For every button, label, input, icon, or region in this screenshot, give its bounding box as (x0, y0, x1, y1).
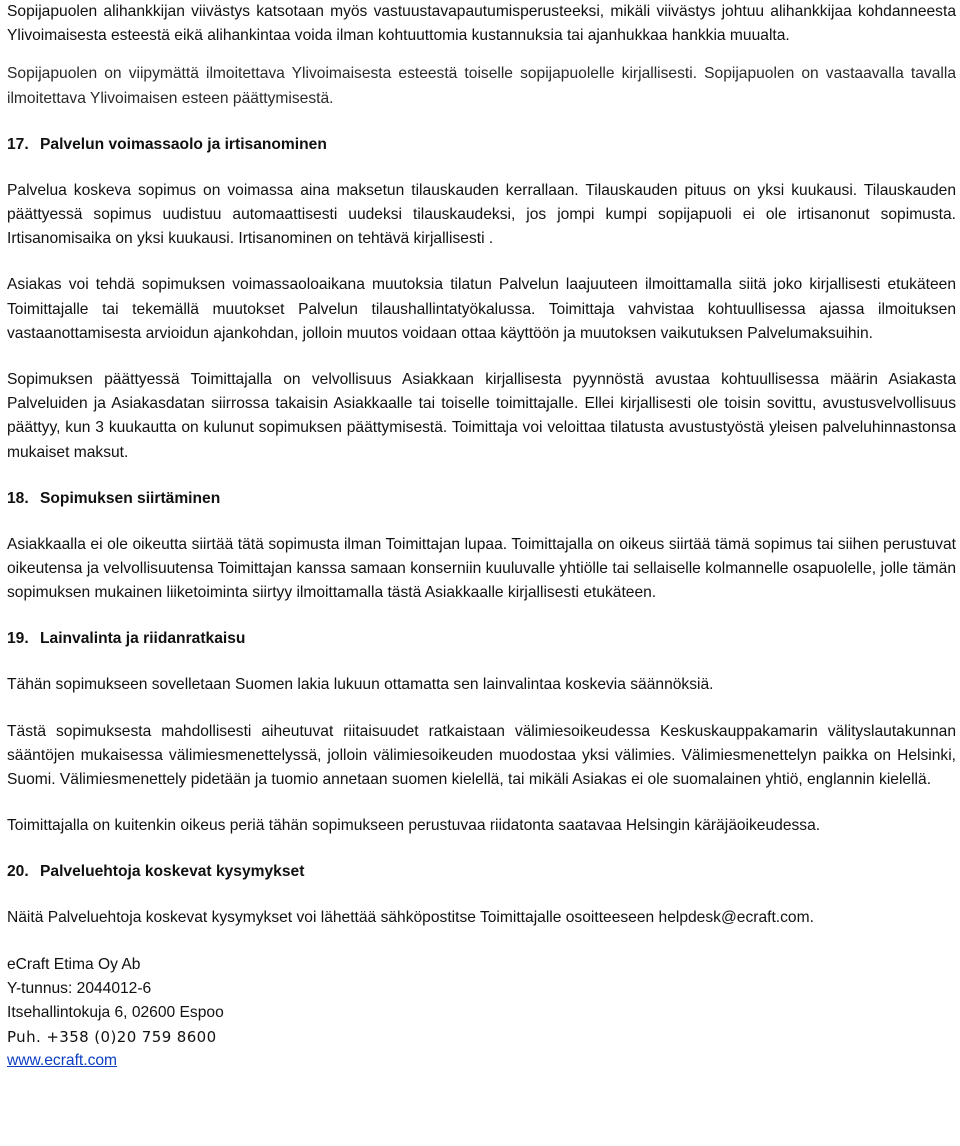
section-19-paragraph-2: Tästä sopimuksesta mahdollisesti aiheutuvat riitaisuudet ratkaistaan välimiesoikeudessa Keskuskauppakamarin välityslautakunnan sääntöjen mukaisessa välimiesmenettelyssä, jolloin välimiesoikeuden muodostaa yksi välimies. Välimiesmenettelyn paikka on Helsinki, Suomi. Välimiesmenettely pidetään ja tuomio annetaan suomen kielellä, tai mikäli Asiakas ei ole suomalainen yhtiö, englannin kielellä. (7, 722, 956, 789)
company-address: Itsehallintokuja 6, 02600 Espoo (7, 1004, 224, 1022)
intro-paragraph-2: Sopijapuolen on viipymättä ilmoitettava Ylivoimaisesta esteestä toiselle sopijapuolelle kirjallisesti. Sopijapuolen on vastaavalla tavalla ilmoitettava Ylivoimaisen esteen päättymisestä. (7, 65, 956, 107)
section-17-paragraph-1: Palvelua koskeva sopimus on voimassa aina maksetun tilauskauden kerrallaan. Tilauskauden pituus on yksi kuukausi. Tilauskauden päättyessä sopimus uudistuu automaattisesti uudeksi tilauskaudeksi, jos jompi kumpi sopijapuoli ei ole irtisanonut sopimusta. Irtisanomisaika on yksi kuukausi. Irtisanominen on tehtävä kirjallisesti . (7, 181, 956, 248)
section-20-paragraph-1: Näitä Palveluehtoja koskevat kysymykset voi lähettää sähköpostitse Toimittajalle osoitteeseen helpdesk@ecraft.com. (7, 909, 814, 927)
section-17-paragraph-2: Asiakas voi tehdä sopimuksen voimassaoloaikana muutoksia tilatun Palvelun laajuuteen ilmoittamalla siitä joko kirjallisesti etukäteen Toimittajalle tai tekemällä muutokset Palvelun tilaushallintatyökalussa. Toimittaja vahvistaa kohtuullisessa ajassa ilmoituksen vastaanottamisesta arvioidun ajankohdan, jolloin muutos voidaan ottaa käyttöön ja muutoksen vaikutuksen Palvelumaksuihin. (7, 276, 956, 342)
section-title: Lainvalinta ja riidanratkaisu (40, 630, 246, 648)
section-18-paragraph-1: Asiakkaalla ei ole oikeutta siirtää tätä sopimusta ilman Toimittajan lupaa. Toimittajalla on oikeus siirtää tämä sopimus tai siihen perustuvat oikeutensa ja velvollisuutensa Toimittajan kanssa samaan konserniin kuuluvalle yhtiölle tai sellaiselle kolmannelle osapuolelle, jolle tämän sopimuksen mukainen liiketoiminta siirtyy ilmoittamalla tästä Asiakkaalle kirjallisesti etukäteen. (7, 535, 956, 602)
intro-paragraph-1: Sopijapuolen alihankkijan viivästys katsotaan myös vastuustavapautumisperusteeksi, mikäli viivästys johtuu alihankkijaa kohdanneesta Ylivoimaisesta esteestä eikä alihankintaa voida ilman kohtuuttomia kustannuksia tai ajanhukkaa hankkia muualta. (7, 3, 956, 45)
contact-block (7, 953, 956, 1074)
section-number: 20. (7, 863, 29, 881)
section-19-heading (7, 627, 956, 651)
section-19-paragraph-1: Tähän sopimukseen sovelletaan Suomen lakia lukuun ottamatta sen lainvalintaa koskevia säännöksiä. (7, 676, 714, 694)
section-20-heading (7, 860, 956, 884)
company-phone: Puh. +358 (0)20 759 8600 (7, 1028, 217, 1047)
section-title: Palvelun voimassaolo ja irtisanominen (40, 135, 327, 153)
section-number: 18. (7, 489, 29, 507)
website-link[interactable]: www.ecraft.com (7, 1052, 118, 1070)
section-title: Sopimuksen siirtäminen (40, 489, 221, 507)
section-number: 19. (7, 630, 29, 648)
business-id: Y-tunnus: 2044012-6 (7, 979, 152, 997)
section-18-heading (7, 487, 956, 511)
section-17-paragraph-3: Sopimuksen päättyessä Toimittajalla on velvollisuus Asiakkaan kirjallisesta pyynnöstä avustaa kohtuullisessa määrin Asiakasta Palveluiden ja Asiakasdatan siirrossa takaisin Asiakkaalle tai toiselle toimittajalle. Ellei kirjallisesti ole toisin sovittu, avustusvelvollisuus päättyy, kun 3 kuukautta on kulunut sopimuksen päättymisestä. Toimittaja voi veloittaa tilatusta avustustyöstä yleisen palveluhinnastonsa mukaiset maksut. (7, 371, 956, 461)
section-number: 17. (7, 135, 29, 153)
section-19-paragraph-3: Toimittajalla on kuitenkin oikeus periä tähän sopimukseen perustuvaa riidatonta saatavaa Helsingin käräjäoikeudessa. (7, 817, 821, 835)
section-17-heading (7, 133, 956, 157)
company-name: eCraft Etima Oy Ab (7, 955, 141, 973)
section-title: Palveluehtoja koskevat kysymykset (40, 863, 305, 881)
document-page (7, 0, 956, 1074)
